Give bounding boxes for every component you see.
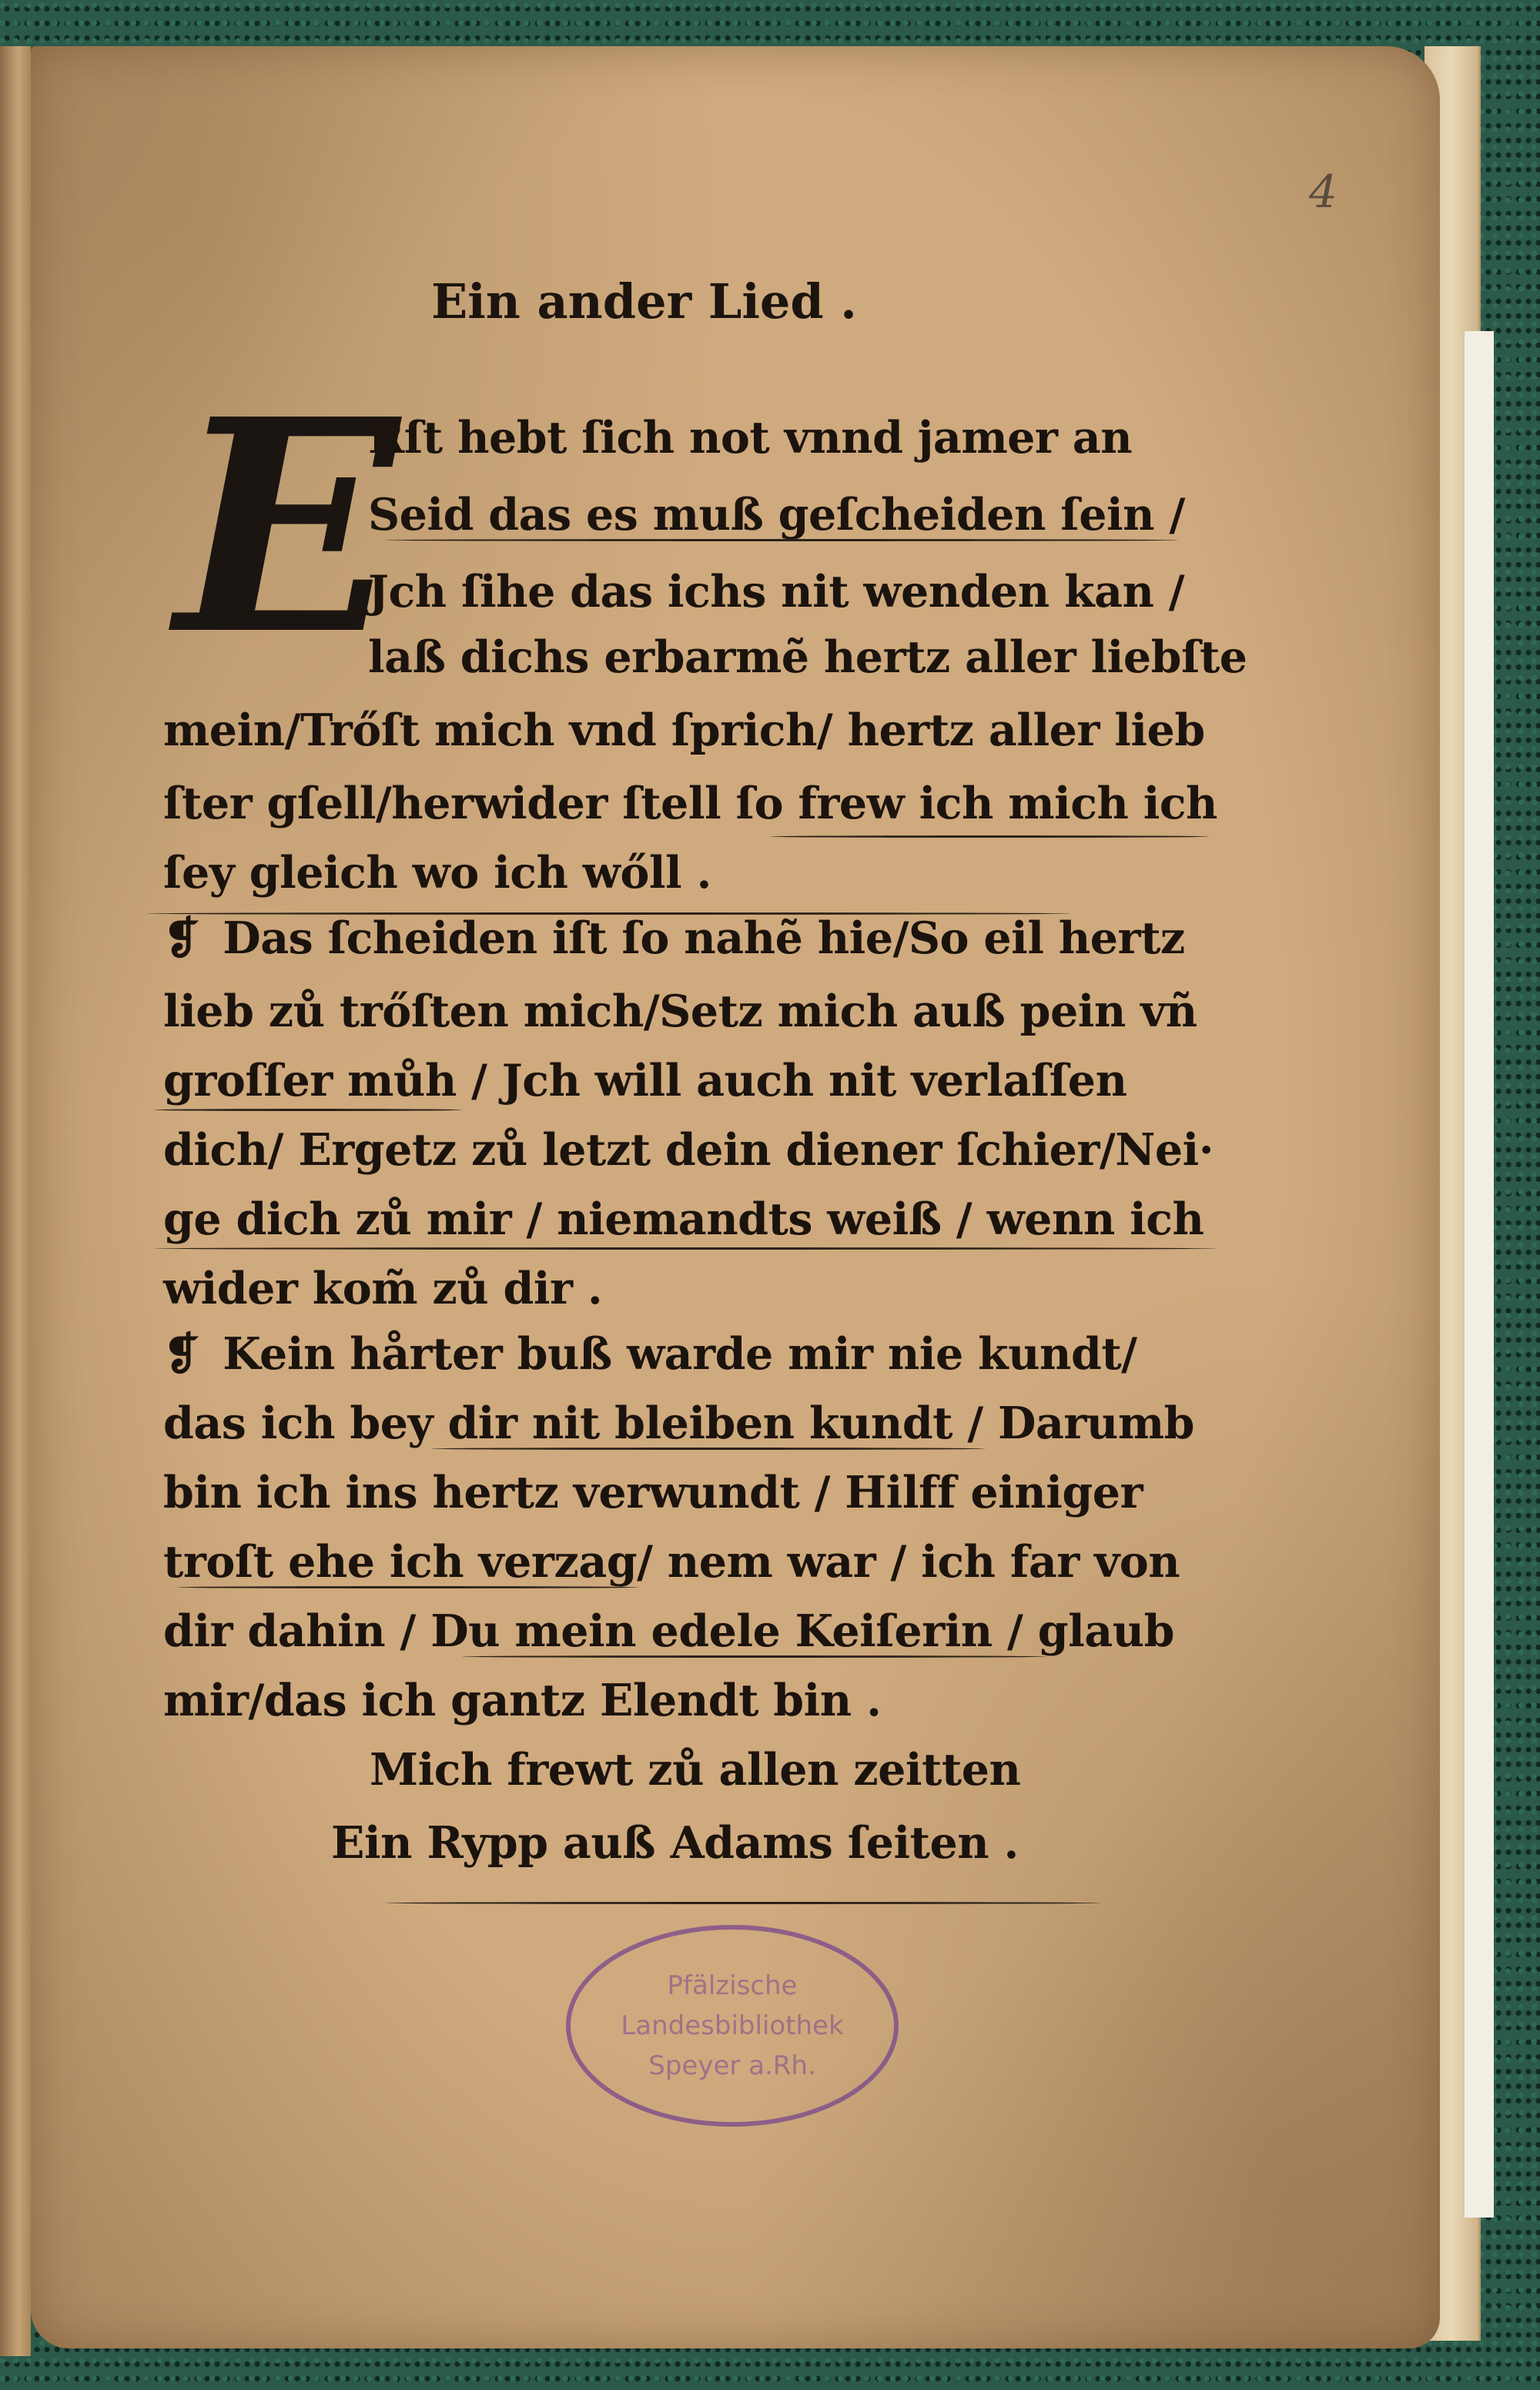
stamp-line: Pfälzische: [667, 1970, 798, 2001]
closing-line: Mich frewt zů allen zeitten: [370, 1744, 1021, 1796]
text-line: groſſer můh / Jch will auch nit verlaſſen: [163, 1055, 1127, 1106]
ink-underline: [385, 539, 1178, 541]
text-line: Jch ſihe das ichs nit wenden kan /: [368, 566, 1185, 618]
text-line: Das ſcheiden iſt ſo nahẽ hie/So eil hertz: [223, 912, 1185, 964]
ink-underline: [154, 1109, 462, 1111]
text-line: ſey gleich wo ich wőll .: [163, 847, 711, 899]
ink-underline: [154, 1247, 1217, 1250]
text-line: lieb zů trőſten mich/Setz mich auß pein vñ: [163, 986, 1197, 1037]
text-line: mein/Trőſt mich vnd ſprich/ hertz aller lieb: [163, 705, 1205, 756]
text-line: dir dahin / Du mein edele Keiſerin / glaub: [163, 1605, 1174, 1657]
ink-underline: [146, 912, 1070, 915]
text-line: ſter gſell/herwider ſtell ſo frew ich mich ich: [163, 778, 1217, 829]
text-line: bin ich ins hertz verwundt / Hilff einiger: [163, 1467, 1143, 1518]
library-stamp: [566, 1925, 899, 2127]
text-line: Kein hårter buß warde mir nie kundt/: [223, 1328, 1137, 1380]
ink-underline: [385, 1902, 1101, 1904]
stamp-line: Speyer a.Rh.: [648, 2050, 816, 2081]
pilcrow-mark: ❡: [163, 912, 200, 964]
ink-underline: [177, 1586, 639, 1588]
stanza-first-line: [163, 912, 1185, 964]
text-line: mir/das ich gantz Elendt bin .: [163, 1675, 882, 1726]
folio-number: 4: [1309, 166, 1337, 218]
pilcrow-mark: ❡: [163, 1328, 200, 1380]
text-line: Rſt hebt ſich not vnnd jamer an: [368, 412, 1133, 464]
closing-line: Ein Rypp auß Adams ſeiten .: [331, 1817, 1019, 1869]
text-line: wider kom̃ zů dir .: [163, 1263, 603, 1314]
text-line: laß dichs erbarmẽ hertz aller liebſte: [368, 631, 1247, 683]
stamp-line: Landesbibliothek: [621, 2010, 844, 2041]
ink-underline: [770, 835, 1209, 838]
inserted-paper-strip: [1463, 331, 1494, 2218]
text-line: dich/ Ergetz zů letzt dein diener ſchier/Nei·: [163, 1124, 1214, 1176]
text-line: ge dich zů mir / niemandts weiß / wenn ich: [163, 1193, 1204, 1245]
stanza-first-line: [163, 1328, 1137, 1380]
text-line: Seid das es muß geſcheiden ſein /: [368, 489, 1185, 541]
decorated-initial: E: [176, 355, 399, 699]
song-title: Ein ander Lied .: [431, 273, 857, 330]
ink-underline: [431, 1448, 986, 1450]
text-line: troſt ehe ich verzag/ nem war / ich far von: [163, 1536, 1180, 1588]
ink-underline: [462, 1655, 1047, 1658]
text-line: das ich bey dir nit bleiben kundt / Darumb: [163, 1398, 1195, 1449]
left-page-edge: [0, 46, 31, 2356]
